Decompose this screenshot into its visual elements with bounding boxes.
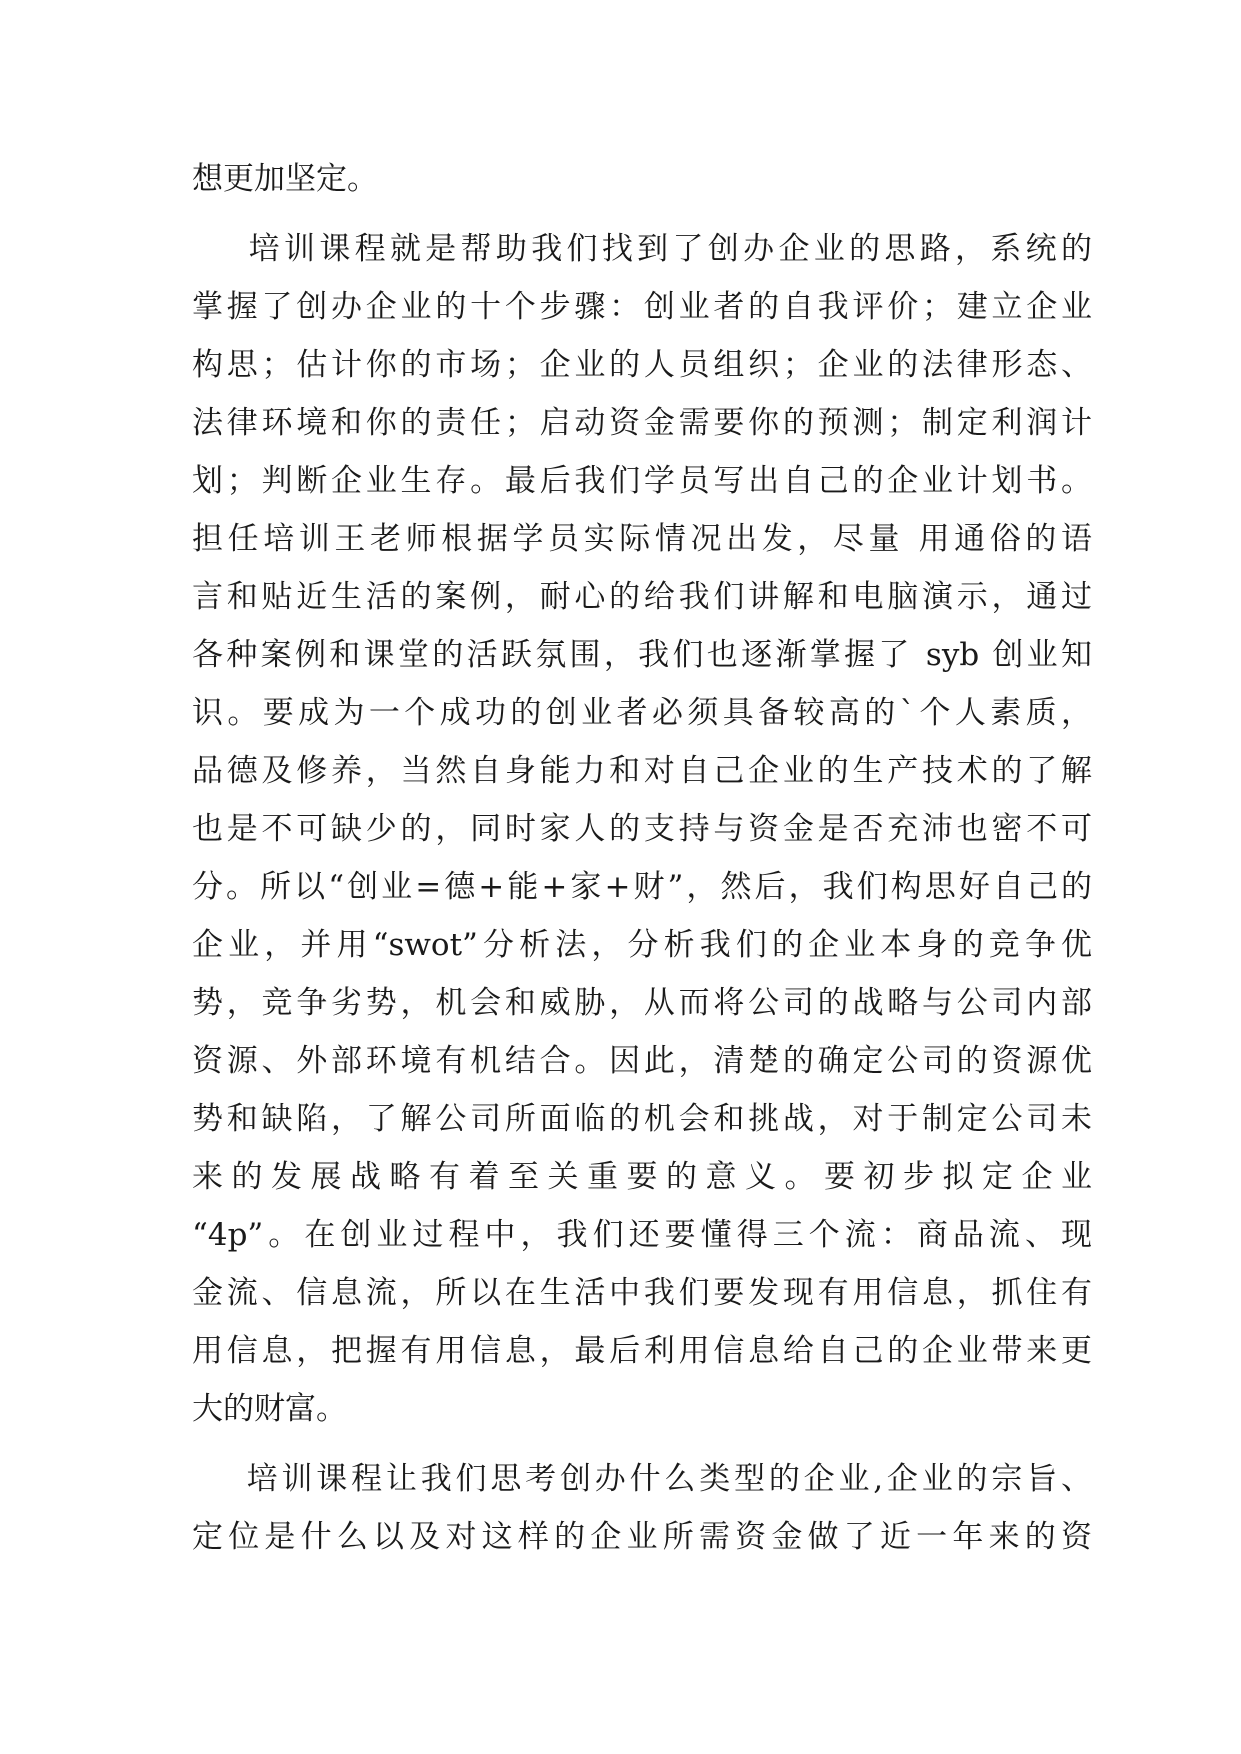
- text-line: 定位是什么以及对这样的企业所需资金做了近一年来的资: [192, 1519, 1092, 1555]
- text-line: 识。要成为一个成功的创业者必须具备较高的`个人素质，: [192, 695, 1092, 731]
- text-line: 培训课程就是帮助我们找到了创办企业的思路，系统的: [192, 231, 1092, 267]
- text-line: 想更加坚定。: [192, 161, 378, 197]
- paragraph-3: [192, 1450, 1092, 1566]
- text-line: 来的发展战略有着至关重要的意义。要初步拟定企业: [192, 1159, 1092, 1195]
- text-line: 大的财富。: [192, 1391, 347, 1427]
- text-line: 企业，并用“swot”分析法，分析我们的企业本身的竞争优: [192, 927, 1092, 963]
- text-line: “4p”。在创业过程中，我们还要懂得三个流：商品流、现: [192, 1217, 1092, 1253]
- text-line: 势，竞争劣势，机会和威胁，从而将公司的战略与公司内部: [192, 985, 1092, 1021]
- paragraph-1: [192, 150, 1092, 208]
- text-line: 担任培训王老师根据学员实际情况出发，尽量 用通俗的语: [192, 521, 1092, 557]
- text-line: 法律环境和你的责任；启动资金需要你的预测；制定利润计: [192, 405, 1092, 441]
- paragraph-2: [192, 220, 1092, 1438]
- text-line: 也是不可缺少的，同时家人的支持与资金是否充沛也密不可: [192, 811, 1092, 847]
- text-line: 资源、外部环境有机结合。因此，清楚的确定公司的资源优: [192, 1043, 1092, 1079]
- text-line: 分。所以“创业=德+能+家+财”，然后，我们构思好自己的: [192, 869, 1092, 905]
- text-line: 用信息，把握有用信息，最后利用信息给自己的企业带来更: [192, 1333, 1092, 1369]
- text-line: 势和缺陷，了解公司所面临的机会和挑战，对于制定公司未: [192, 1101, 1092, 1137]
- text-line: 掌握了创办企业的十个步骤：创业者的自我评价；建立企业: [192, 289, 1092, 325]
- text-line: 言和贴近生活的案例，耐心的给我们讲解和电脑演示，通过: [192, 579, 1092, 615]
- text-line: 划；判断企业生存。最后我们学员写出自己的企业计划书。: [192, 463, 1092, 499]
- text-line: 金流、信息流，所以在生活中我们要发现有用信息，抓住有: [192, 1275, 1092, 1311]
- body-text: [192, 150, 1092, 1566]
- text-line: 构思；估计你的市场；企业的人员组织；企业的法律形态、: [192, 347, 1092, 383]
- text-line: 培训课程让我们思考创办什么类型的企业,企业的宗旨、: [192, 1461, 1092, 1497]
- text-line: 品德及修养，当然自身能力和对自己企业的生产技术的了解: [192, 753, 1092, 789]
- text-line: 各种案例和课堂的活跃氛围，我们也逐渐掌握了 syb 创业知: [192, 637, 1092, 673]
